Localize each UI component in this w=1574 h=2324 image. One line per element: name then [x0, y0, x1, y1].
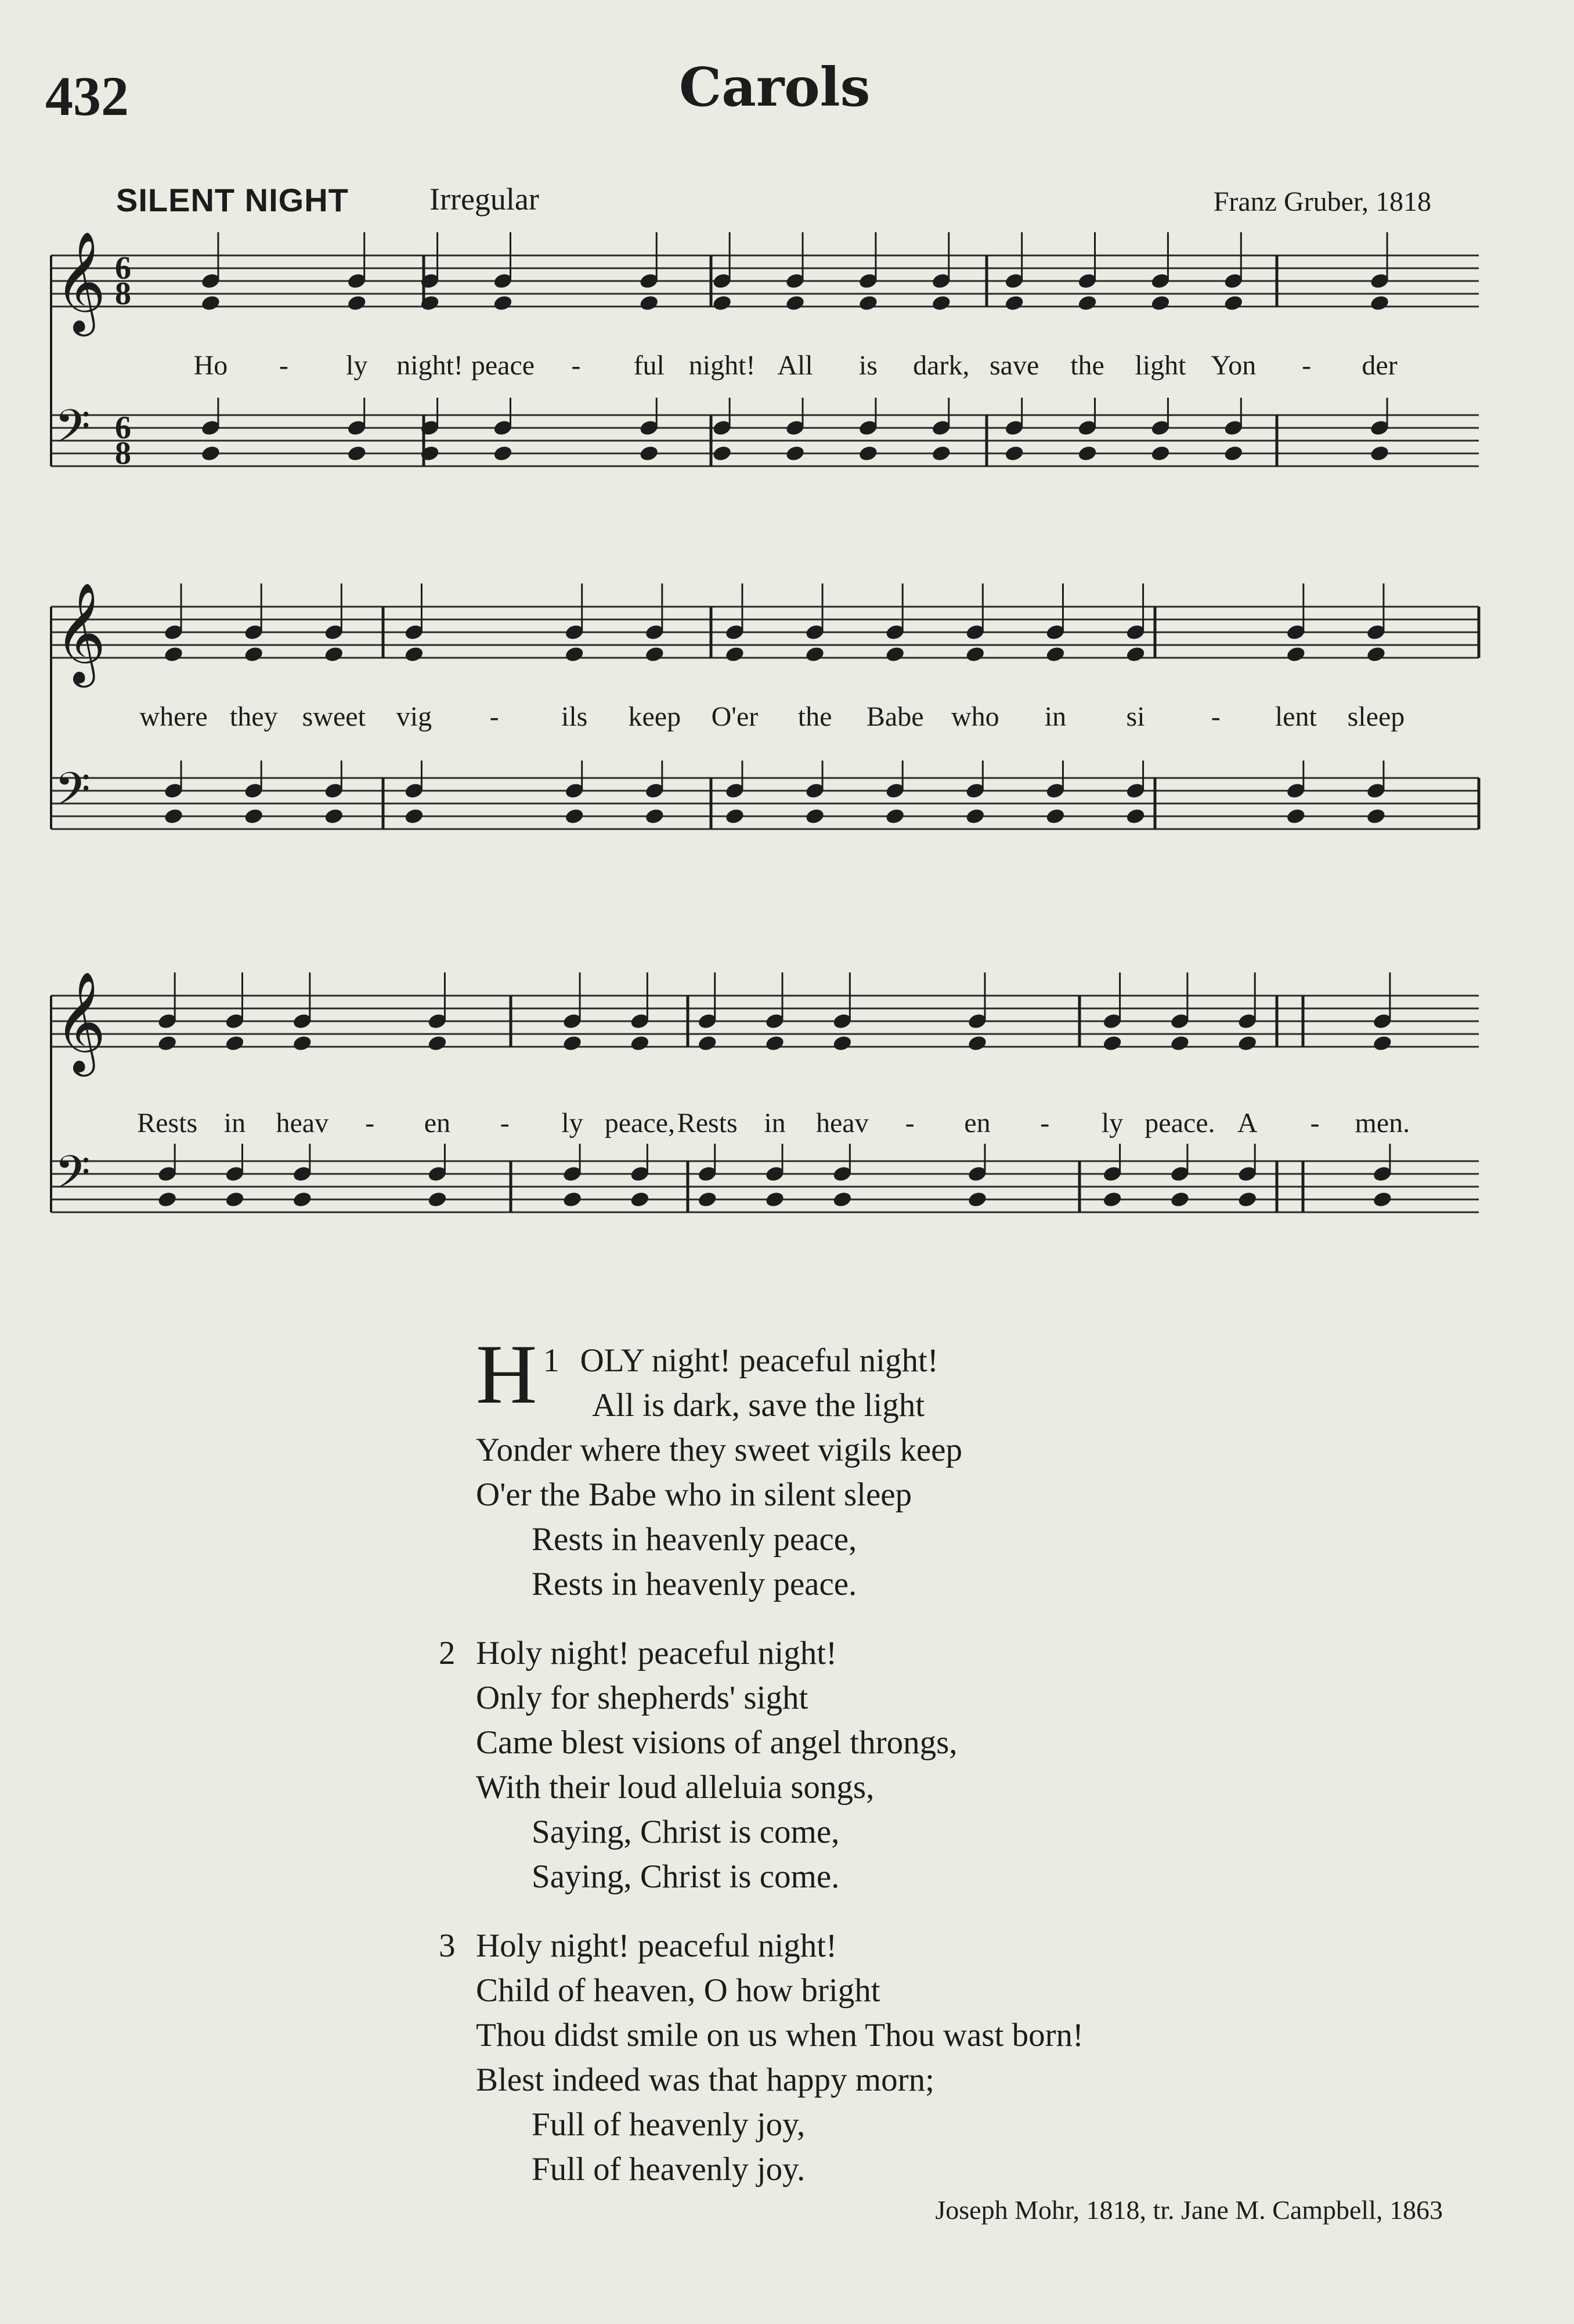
note-head — [323, 808, 344, 826]
verse-line: Saying, Christ is come. — [532, 1858, 840, 1895]
time-signature: 8 — [115, 435, 131, 471]
note-head — [292, 1191, 313, 1209]
note-head — [1372, 1035, 1393, 1053]
stanza-2 — [439, 1631, 1084, 1899]
verse-line: Rests in heavenly peace. — [532, 1566, 857, 1602]
note-head — [965, 808, 985, 826]
treble-clef-icon: 𝄞 — [55, 971, 106, 1072]
lyric-syllable: the — [797, 701, 832, 732]
hymn-title: SILENT NIGHT — [116, 182, 349, 218]
note-head — [1169, 1035, 1190, 1053]
note-head — [764, 1035, 785, 1053]
note-head — [243, 646, 264, 664]
stanza-number: 1 — [543, 1342, 559, 1379]
stanza-1 — [476, 1327, 1084, 1606]
lyric-syllable: Rests — [137, 1108, 198, 1138]
note-head — [1237, 1035, 1258, 1053]
note-head — [785, 445, 806, 463]
treble-clef-icon: 𝄞 — [55, 231, 106, 332]
note-head — [638, 294, 659, 312]
time-signature: 6 — [115, 250, 131, 286]
lyric-syllable: ils — [561, 701, 588, 732]
lyric-syllable: - — [1310, 1108, 1320, 1138]
lyric-syllable: All — [777, 350, 813, 381]
note-head — [804, 808, 825, 826]
verse-line: Only for shepherds' sight — [476, 1680, 808, 1716]
note-head — [1045, 646, 1066, 664]
lyric-syllable: - — [1302, 350, 1312, 381]
note-head — [1223, 294, 1244, 312]
note-head — [427, 1191, 448, 1209]
note-head — [1004, 294, 1025, 312]
lyric-syllable: vig — [396, 701, 432, 732]
verse-line: With their loud alleluia songs, — [476, 1769, 875, 1806]
note-head — [630, 1191, 651, 1209]
lyric-syllable: - — [489, 701, 499, 732]
note-head — [1102, 1191, 1123, 1209]
lyric-syllable: heav — [816, 1108, 869, 1138]
lyric-syllable: - — [1040, 1108, 1050, 1138]
note-head — [427, 1035, 448, 1053]
bass-clef-icon: 𝄢 — [55, 762, 91, 827]
note-head — [404, 646, 425, 664]
note-head — [1369, 445, 1390, 463]
lyric-syllable: heav — [276, 1108, 329, 1138]
note-head — [243, 808, 264, 826]
lyric-syllable: men. — [1355, 1108, 1410, 1138]
time-signature: 8 — [115, 276, 131, 312]
lyric-syllable: night! — [396, 350, 463, 381]
verse-line: Came blest visions of angel throngs, — [476, 1724, 958, 1761]
note-head — [562, 1035, 583, 1053]
note-head — [724, 808, 745, 826]
lyric-syllable: dark, — [913, 350, 970, 381]
lyric-syllable: - — [1211, 701, 1221, 732]
lyric-syllable: light — [1135, 350, 1186, 381]
note-head — [346, 445, 367, 463]
note-head — [785, 294, 806, 312]
verse-line: Holy night! peaceful night! — [476, 1635, 837, 1671]
note-head — [1369, 294, 1390, 312]
note-head — [157, 1191, 178, 1209]
lyric-syllable: - — [500, 1108, 510, 1138]
note-head — [225, 1191, 246, 1209]
lyric-syllable: - — [279, 350, 288, 381]
note-head — [157, 1035, 178, 1053]
lyric-syllable: ly — [1101, 1108, 1124, 1138]
time-signature: 6 — [115, 410, 131, 446]
lyric-syllable: en — [964, 1108, 991, 1138]
verse-line: Rests in heavenly peace, — [532, 1521, 857, 1558]
verse-line: Blest indeed was that happy morn; — [476, 2062, 934, 2098]
verse-line: Thou didst smile on us when Thou wast born! — [476, 2017, 1084, 2053]
note-head — [1286, 808, 1306, 826]
note-head — [346, 294, 367, 312]
note-head — [493, 294, 514, 312]
stanza-number: 2 — [439, 1635, 456, 1671]
lyric-syllable: ly — [561, 1108, 583, 1138]
lyric-syllable: Rests — [677, 1108, 738, 1138]
note-head — [1125, 646, 1146, 664]
hymn-meter: Irregular — [429, 182, 539, 217]
note-head — [931, 294, 952, 312]
note-head — [644, 808, 665, 826]
note-head — [1150, 294, 1171, 312]
lyric-syllable: in — [764, 1108, 786, 1138]
lyric-syllable: si — [1126, 701, 1145, 732]
lyric-syllable: in — [223, 1108, 246, 1138]
note-head — [1237, 1191, 1258, 1209]
verse-line: Saying, Christ is come, — [532, 1814, 840, 1850]
lyric-syllable: - — [365, 1108, 375, 1138]
bass-clef-icon: 𝄢 — [55, 399, 91, 464]
treble-clef-icon: 𝄞 — [55, 582, 106, 683]
drop-capital: H — [476, 1327, 537, 1421]
lyric-syllable: Ho — [193, 350, 228, 381]
lyric-syllable: Yon — [1211, 350, 1257, 381]
note-head — [638, 445, 659, 463]
note-head — [404, 808, 425, 826]
verse-line: Holy night! peaceful night! — [476, 1927, 837, 1964]
verse-line: All is dark, save the light — [592, 1387, 925, 1424]
note-head — [200, 294, 221, 312]
lyric-syllable: night! — [688, 350, 756, 381]
note-head — [630, 1035, 651, 1053]
note-head — [804, 646, 825, 664]
note-head — [1077, 294, 1098, 312]
note-head — [965, 646, 985, 664]
note-head — [1223, 445, 1244, 463]
author-credit: Joseph Mohr, 1818, tr. Jane M. Campbell, 1863 — [935, 2195, 1443, 2225]
note-head — [1125, 808, 1146, 826]
note-head — [858, 294, 879, 312]
composer-credit: Franz Gruber, 1818 — [1213, 186, 1431, 217]
music-system — [51, 231, 1479, 471]
note-head — [724, 646, 745, 664]
stanza-number: 3 — [439, 1927, 456, 1964]
note-head — [712, 294, 732, 312]
note-head — [493, 445, 514, 463]
lyric-syllable: lent — [1275, 701, 1317, 732]
note-head — [1077, 445, 1098, 463]
verse-line: Full of heavenly joy. — [532, 2151, 806, 2188]
note-head — [885, 646, 905, 664]
verse-line: Full of heavenly joy, — [532, 2106, 806, 2143]
note-head — [1045, 808, 1066, 826]
note-head — [832, 1035, 853, 1053]
note-head — [1102, 1035, 1123, 1053]
note-head — [697, 1035, 718, 1053]
note-head — [764, 1191, 785, 1209]
note-head — [712, 445, 732, 463]
note-head — [644, 646, 665, 664]
lyric-syllable: Babe — [866, 701, 924, 732]
lyric-syllable: they — [229, 701, 278, 732]
stanza-3 — [439, 1923, 1084, 2192]
lyric-syllable: - — [905, 1108, 915, 1138]
note-head — [1004, 445, 1025, 463]
lyric-syllable: where — [139, 701, 208, 732]
lyric-syllable: der — [1362, 350, 1398, 381]
lyric-syllable: the — [1070, 350, 1104, 381]
note-head — [200, 445, 221, 463]
note-head — [163, 646, 184, 664]
lyric-syllable: in — [1044, 701, 1067, 732]
page-number: 432 — [45, 65, 129, 127]
note-head — [931, 445, 952, 463]
lyric-syllable: sweet — [302, 701, 366, 732]
note-head — [1286, 646, 1306, 664]
note-head — [564, 646, 585, 664]
music-system — [51, 971, 1479, 1212]
note-head — [885, 808, 905, 826]
lyric-syllable: ly — [346, 350, 368, 381]
lyric-syllable: ful — [633, 350, 665, 381]
lyric-syllable: O'er — [711, 701, 759, 732]
lyric-syllable: who — [951, 701, 999, 732]
lyric-syllable: en — [424, 1108, 451, 1138]
verse-line: O'er the Babe who in silent sleep — [476, 1476, 912, 1513]
note-head — [832, 1191, 853, 1209]
bass-clef-icon: 𝄢 — [55, 1145, 91, 1210]
note-head — [1372, 1191, 1393, 1209]
note-head — [323, 646, 344, 664]
note-head — [1366, 646, 1387, 664]
lyric-syllable: peace. — [1145, 1108, 1215, 1138]
verse-line: Yonder where they sweet vigils keep — [476, 1432, 962, 1468]
note-head — [225, 1035, 246, 1053]
note-head — [292, 1035, 313, 1053]
lyric-syllable: - — [571, 350, 581, 381]
verse-line: Child of heaven, O how bright — [476, 1972, 880, 2009]
lyric-syllable: is — [858, 350, 878, 381]
note-head — [1366, 808, 1387, 826]
lyric-syllable: sleep — [1347, 701, 1405, 732]
lyric-syllable: A — [1237, 1108, 1258, 1138]
lyric-syllable: save — [989, 350, 1039, 381]
note-head — [967, 1035, 988, 1053]
note-head — [163, 808, 184, 826]
verse-line: OLY night! peaceful night! — [580, 1342, 938, 1379]
note-head — [1150, 445, 1171, 463]
note-head — [858, 445, 879, 463]
note-head — [564, 808, 585, 826]
note-head — [1169, 1191, 1190, 1209]
note-head — [562, 1191, 583, 1209]
note-head — [967, 1191, 988, 1209]
verse-block — [439, 1327, 1084, 2216]
music-system — [51, 582, 1479, 829]
lyric-syllable: keep — [628, 701, 681, 732]
running-title: Carols — [679, 56, 871, 118]
note-head — [697, 1191, 718, 1209]
lyric-syllable: peace, — [604, 1108, 675, 1138]
lyric-syllable: peace — [471, 350, 535, 381]
